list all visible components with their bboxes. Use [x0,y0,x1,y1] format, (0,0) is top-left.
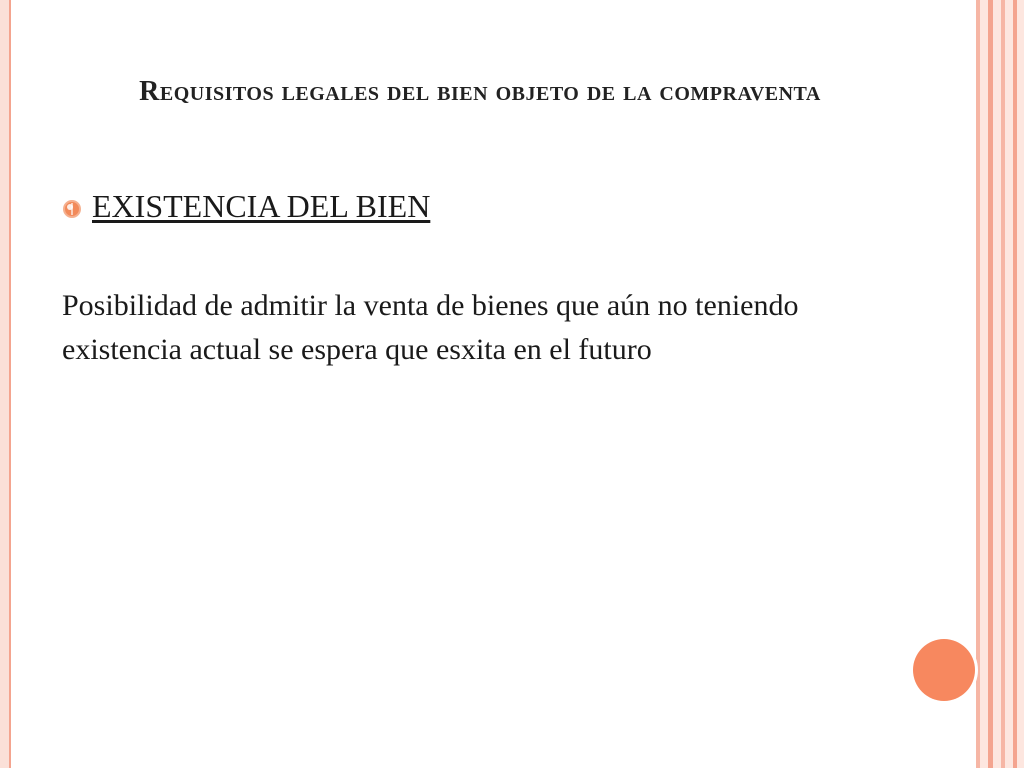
body-paragraph: Posibilidad de admitir la venta de bienes que aún no teniendo existencia actual se espera que esxita en el futuro [62,289,799,366]
right-stripe [993,0,1001,768]
bullet-item [62,188,430,225]
bullet-circle-icon [62,199,82,219]
right-stripe [1017,0,1024,768]
right-stripe [1005,0,1013,768]
decorative-circle [913,639,975,701]
bullet-text: EXISTENCIA DEL BIEN [92,188,431,224]
slide-title: Requisitos legales del bien objeto de la compraventa [139,76,821,107]
left-border-stripe [0,0,11,768]
right-stripe [980,0,988,768]
